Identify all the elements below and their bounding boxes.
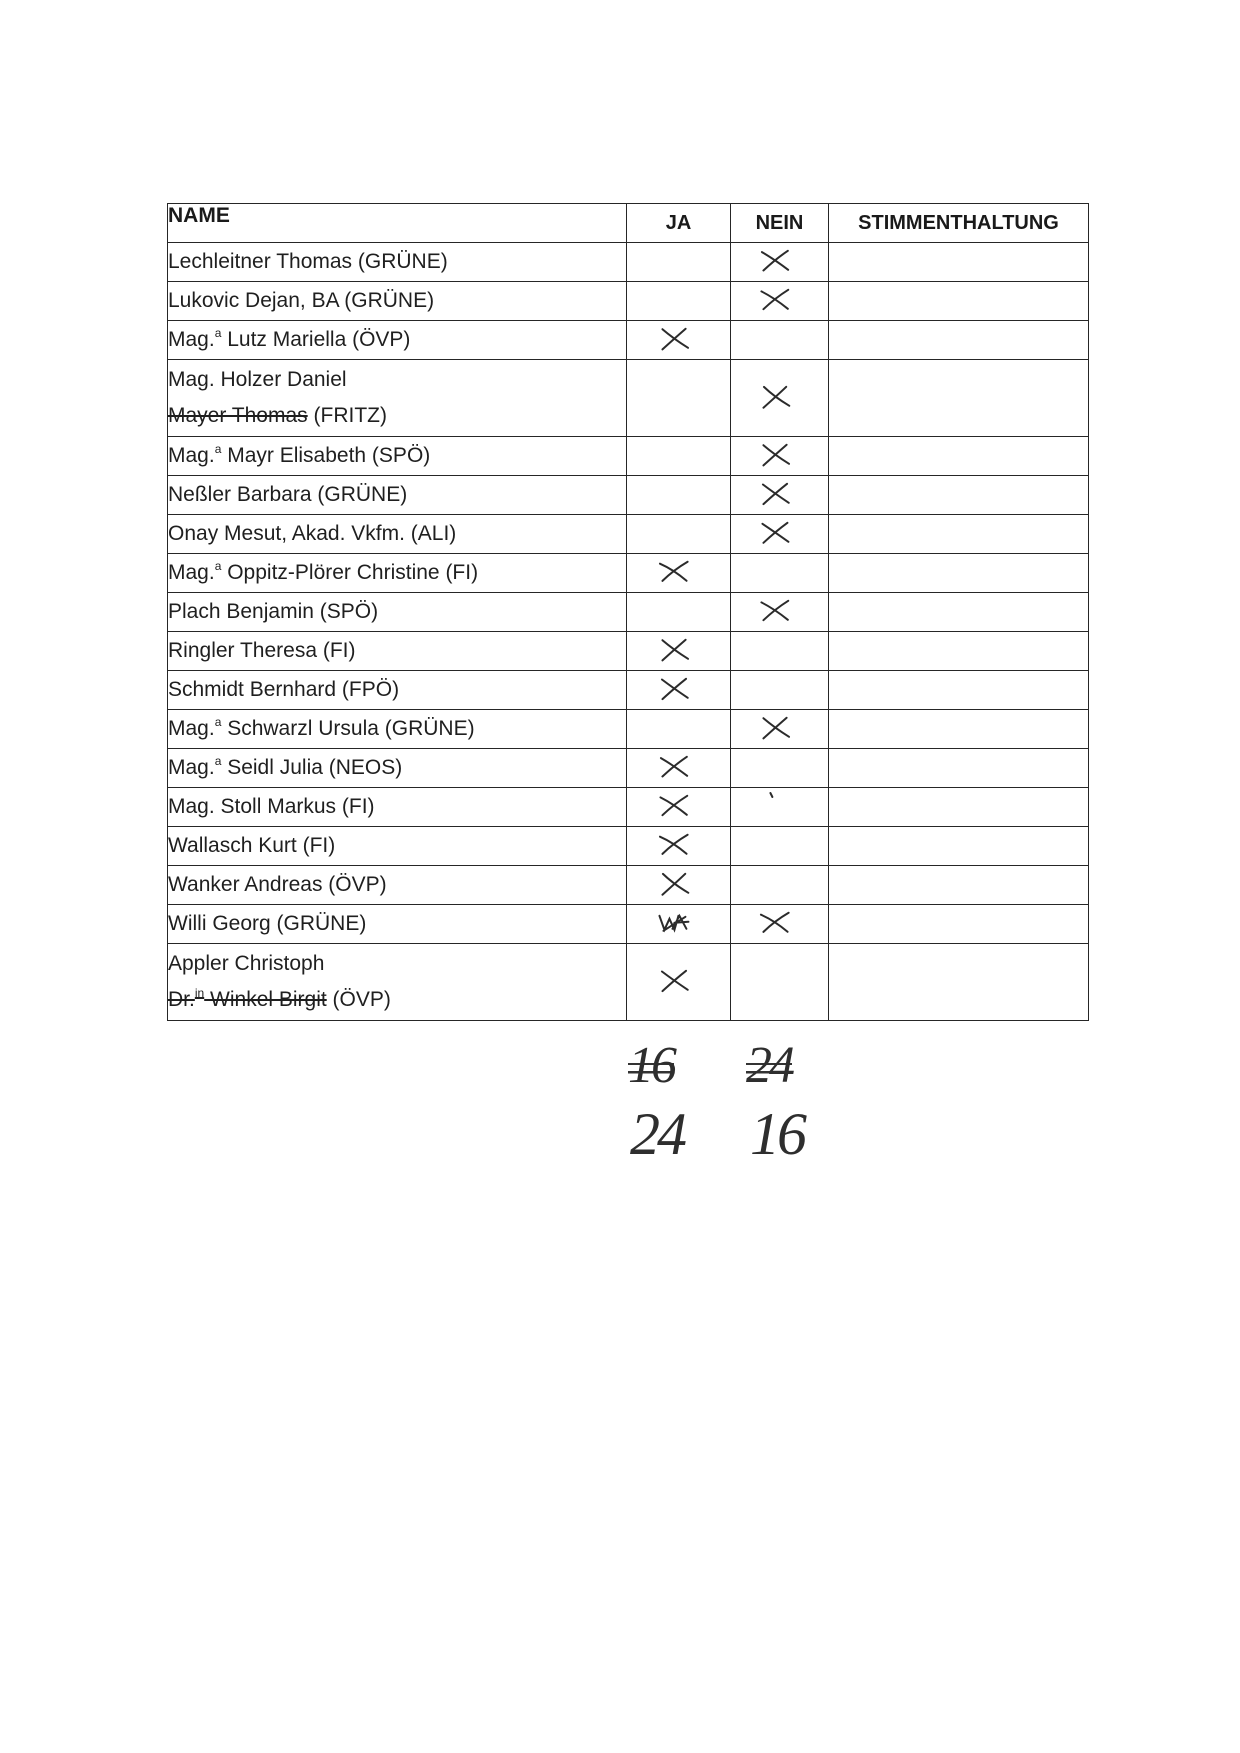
member-name-text: Lechleitner Thomas (GRÜNE) [168,250,448,273]
nein-cell [731,515,829,554]
cross-mark-stroke [661,679,687,699]
member-name-line [168,362,626,398]
cross-mark-icon [655,830,693,860]
cross-mark-icon [756,285,794,315]
vote-row [168,243,1089,282]
header-row [168,204,1089,243]
stray-tick-icon [753,791,791,821]
ja-cell [627,554,731,593]
title-superscript: a [214,326,222,340]
member-name-line [168,982,626,1018]
cross-mark-icon [655,869,693,899]
cross-mark-icon [655,635,693,665]
nein-cell [731,476,829,515]
vote-row [168,593,1089,632]
cross-mark-stroke [763,445,789,466]
vote-row [168,360,1089,437]
member-name-cell [168,710,627,749]
ja-cell [627,866,731,905]
abstain-cell [829,515,1089,554]
cross-mark-stroke [662,874,688,895]
title-superscript: a [214,559,222,573]
title-superscript: a [214,442,222,456]
struck-name-text: Winkel Birgit [204,988,327,1011]
vote-row [168,905,1089,944]
member-name-line [168,946,626,982]
member-name-text: Mag. [168,444,215,467]
member-name-text: Oppitz-Plörer Christine (FI) [221,561,479,584]
member-name-line [168,828,626,864]
member-name-text: Mag. Holzer Daniel [168,368,347,391]
struck-name-text: Dr. [168,988,195,1011]
member-name-line [168,438,626,474]
member-name-line [168,477,626,513]
ja-cell [627,515,731,554]
member-name-text: Mag. Stoll Markus (FI) [168,795,375,818]
member-name-line [168,672,626,708]
member-name-line [168,750,626,786]
header-nein: NEIN [731,204,829,243]
member-name-line [168,633,626,669]
ja-cell [627,788,731,827]
abstain-cell [829,710,1089,749]
cross-mark-stroke [659,835,687,854]
struck-name-text: Mayer Thomas [168,404,308,427]
member-name-text: (FRITZ) [307,404,387,427]
tally-ja-final: 24 [630,1101,684,1167]
member-name-text: Appler Christoph [168,952,325,975]
member-name-text: Lutz Mariella (ÖVP) [221,328,411,351]
tally-ja-crossed: 16 [628,1037,674,1094]
cross-mark-icon [756,479,794,509]
cross-mark-icon [756,246,794,276]
tally-nein-final: 16 [750,1101,804,1167]
member-name-text: Mag. [168,328,215,351]
member-name-line [168,789,626,825]
member-name-text: Onay Mesut, Akad. Vkfm. (ALI) [168,522,457,545]
abstain-cell [829,476,1089,515]
member-name-text: Lukovic Dejan, BA (GRÜNE) [168,289,435,312]
cross-mark-icon [756,908,794,938]
cross-mark-stroke [762,484,788,504]
abstain-cell [829,360,1089,437]
vote-row [168,866,1089,905]
abstain-cell [829,671,1089,710]
vote-row [168,710,1089,749]
member-name-text: Mag. [168,561,215,584]
member-name-text: Mag. [168,717,215,740]
abstain-cell [829,827,1089,866]
member-name-line [168,244,626,280]
abstain-cell [829,593,1089,632]
member-name-line [168,516,626,552]
member-name-text: Wanker Andreas (ÖVP) [168,873,387,896]
member-name-line [168,594,626,630]
nein-cell [731,321,829,360]
nein-cell [731,944,829,1021]
vote-table [167,203,1089,1021]
member-name-cell [168,905,627,944]
abstain-cell [829,944,1089,1021]
abstain-cell [829,321,1089,360]
vote-row [168,282,1089,321]
cross-mark-stroke [659,562,687,581]
member-name-cell [168,593,627,632]
cross-mark-icon [655,324,693,354]
member-name-cell [168,944,627,1021]
cross-mark-stroke [761,251,787,271]
vote-row [168,788,1089,827]
title-superscript: a [214,715,222,729]
cross-mark-stroke [660,757,686,777]
vote-row [168,476,1089,515]
header-name: NAME [168,204,627,243]
nein-cell [731,827,829,866]
member-name-cell [168,476,627,515]
ja-cell [627,282,731,321]
ja-cell [627,593,731,632]
scribble-mark-icon [655,908,693,938]
abstain-cell [829,788,1089,827]
nein-cell [731,360,829,437]
cross-mark-stroke [760,913,788,932]
member-name-cell [168,360,627,437]
abstain-cell [829,282,1089,321]
cross-mark-icon [655,674,693,704]
cross-mark-stroke [762,523,788,543]
cross-mark-icon [655,791,693,821]
abstain-cell [829,905,1089,944]
cross-mark-icon [756,440,794,470]
ja-cell [627,905,731,944]
ja-cell [627,827,731,866]
nein-cell [731,282,829,321]
member-name-cell [168,671,627,710]
member-name-cell [168,437,627,476]
cross-mark-stroke [761,601,788,620]
cross-mark-stroke [662,329,688,350]
ja-cell [627,944,731,1021]
member-name-text: Mayr Elisabeth (SPÖ) [221,444,431,467]
cross-mark-icon [655,557,693,587]
member-name-text: Mag. [168,756,215,779]
abstain-cell [829,866,1089,905]
abstain-cell [829,243,1089,282]
nein-cell [731,632,829,671]
vote-row [168,749,1089,788]
abstain-cell [829,554,1089,593]
ja-cell [627,360,731,437]
ja-cell [627,671,731,710]
nein-cell [731,593,829,632]
member-name-cell [168,515,627,554]
member-name-line [168,283,626,319]
nein-cell [731,749,829,788]
nein-cell [731,710,829,749]
vote-row [168,944,1089,1021]
vote-table-body [168,243,1089,1021]
member-name-line [168,398,626,434]
member-name-text: Schwarzl Ursula (GRÜNE) [221,717,475,740]
member-name-line [168,906,626,942]
member-name-text: Neßler Barbara (GRÜNE) [168,483,408,506]
member-name-text: (ÖVP) [326,988,391,1011]
member-name-text: Ringler Theresa (FI) [168,639,356,662]
cross-mark-icon [756,518,794,548]
ja-cell [627,632,731,671]
member-name-cell [168,788,627,827]
nein-cell [731,243,829,282]
cross-mark-icon [756,382,794,412]
scribble-mark-stroke [659,916,688,931]
member-name-line [168,322,626,358]
cross-mark-stroke [763,387,789,408]
ja-cell [627,749,731,788]
member-name-cell [168,827,627,866]
member-name-cell [168,866,627,905]
cross-mark-stroke [661,971,687,991]
ja-cell [627,476,731,515]
nein-cell [731,671,829,710]
member-name-text: Plach Benjamin (SPÖ) [168,600,379,623]
nein-cell [731,866,829,905]
tally-nein-crossed: 24 [746,1037,792,1094]
member-name-cell [168,321,627,360]
title-superscript: in [194,986,205,1000]
stray-tick-stroke [770,793,772,797]
vote-row [168,671,1089,710]
vote-row [168,827,1089,866]
ja-cell [627,243,731,282]
member-name-text: Wallasch Kurt (FI) [168,834,336,857]
member-name-cell [168,243,627,282]
cross-mark-stroke [763,718,789,739]
nein-cell [731,788,829,827]
header-ja: JA [627,204,731,243]
vote-row [168,515,1089,554]
member-name-line [168,711,626,747]
cross-mark-icon [756,713,794,743]
member-name-cell [168,554,627,593]
member-name-cell [168,749,627,788]
vote-row [168,321,1089,360]
cross-mark-icon [655,752,693,782]
nein-cell [731,554,829,593]
header-abstain: STIMMENTHALTUNG [829,204,1089,243]
ja-cell [627,437,731,476]
nein-cell [731,437,829,476]
vote-row [168,632,1089,671]
cross-mark-stroke [761,290,788,309]
member-name-text: Schmidt Bernhard (FPÖ) [168,678,400,701]
abstain-cell [829,632,1089,671]
member-name-line [168,867,626,903]
struck-name [168,404,308,427]
member-name-text: Seidl Julia (NEOS) [221,756,403,779]
ja-cell [627,321,731,360]
cross-mark-stroke [660,796,687,815]
cross-mark-icon [655,966,693,996]
cross-mark-stroke [662,640,688,661]
title-superscript: a [214,754,222,768]
member-name-cell [168,282,627,321]
ja-cell [627,710,731,749]
struck-name [168,988,327,1011]
vote-row [168,437,1089,476]
abstain-cell [829,749,1089,788]
member-name-cell [168,632,627,671]
abstain-cell [829,437,1089,476]
nein-cell [731,905,829,944]
cross-mark-icon [756,596,794,626]
member-name-text: Willi Georg (GRÜNE) [168,912,367,935]
vote-row [168,554,1089,593]
member-name-line [168,555,626,591]
